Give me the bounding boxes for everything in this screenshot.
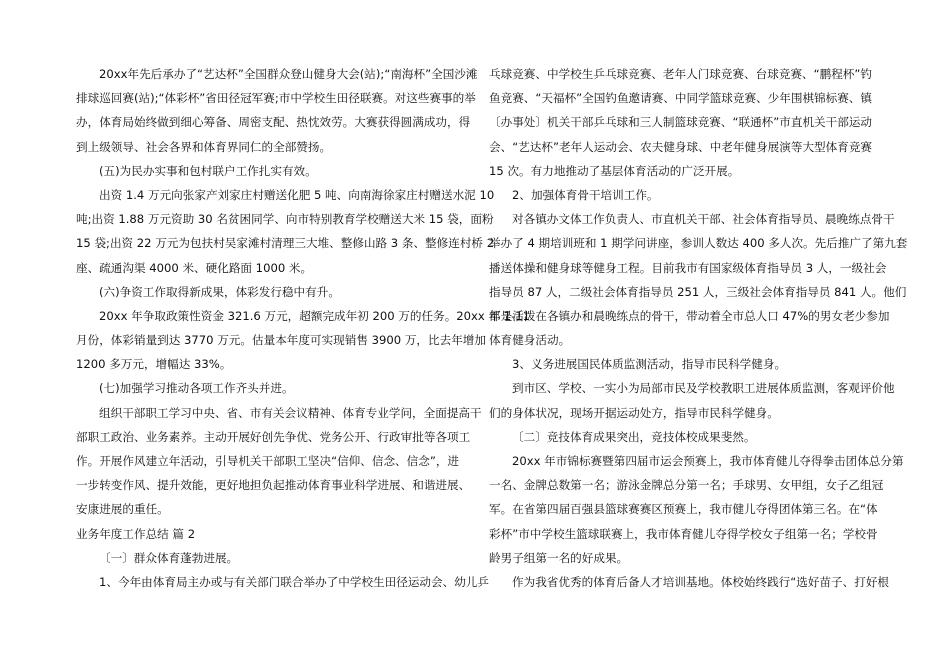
text-line: 彩杯”市中学校生篮球联赛上，我市体育健儿夺得学校女子组第一名；学校骨 [489,526,878,541]
text-line: 吨;出资 1.88 万元资助 30 名贫困同学、向市特别教育学校赠送大米 15 袋，面粉 [76,212,494,227]
text-line: 座、疏通沟渠 4000 米、硬化路面 1000 米。 [76,260,313,275]
right-column [489,62,908,594]
text-line: 20xx 年市锦标赛暨第四届市运会预赛上，我市体育健儿夺得拳击团体总分第 [512,454,904,468]
text-line: 举办了 4 期培训班和 1 期学问讲座，参训人数达 400 多人次。先后推广了第九套 [489,236,908,251]
text-line: (六)争资工作取得新成果，体彩发行稳中有升。 [99,284,340,299]
text-line: 出资 1.4 万元向张家产刘家庄村赠送化肥 5 吨、向南海徐家庄村赠送水泥 10 [99,187,495,202]
text-line: 乓球竞赛、中学校生乒乓球竞赛、老年人门球竞赛、台球竞赛、“鹏程杯”钓 [489,67,873,81]
text-line: 组织干部职工学习中央、省、市有关会议精神、体育专业学问，全面提高干 [99,405,482,420]
text-line: 1、今年由体育局主办或与有关部门联合举办了中学校生田径运动会、幼儿乒 [99,574,489,589]
text-line: (五)为民办实事和包村联户工作扎实有效。 [99,163,317,178]
text-line: 作。开展作风建立年活动，引导机关干部职工坚决“信仰、信念、信念”，进 [76,454,460,468]
text-line: 月份，体彩销量到达 3770 万元。估量本年度可实现销售 3900 万，比去年增加 [76,333,486,348]
text-line: 一步转变作风、提升效能，更好地担负起推动体育事业科学进展、和谐进展、 [76,478,471,493]
text-line: 3、义务进展国民体质监测活动，指导市民科学健身。 [512,357,787,372]
text-line: 办，体育局始终做到细心筹备、周密支配、热忱效劳。大赛获得圆满成功，得 [76,115,471,130]
text-line: 15 袋;出资 22 万元为包扶村吴家滩村清理三大堆、整修山路 3 条、整修连村桥 2 [76,236,495,251]
text-line: 20xx 年争取政策性资金 321.6 万元，超额完成年初 200 万的任务。20xx 年 1-11 [99,308,531,323]
text-line: 们的身体状况，现场开据运动处方，指导市民科学健身。 [489,405,779,420]
text-line: 一名、金牌总数第一名；游泳金牌总分第一名；手球男、女甲组，女子乙组冠 [489,478,884,493]
text-line: 作为我省优秀的体育后备人才培训基地。体校始终践行“选好苗子、打好根 [512,574,890,589]
text-line: 安康进展的重任。 [76,502,169,517]
text-line: 播送体操和健身球等健身工程。目前我市有国家级体育指导员 3 人，一级社会 [489,260,887,275]
text-line: 部职工政治、业务素养。主动开展好创先争优、党务公开、行政审批等各项工 [76,429,471,444]
text-line: 〔办事处〕机关干部乒乓球和三人制篮球竞赛、“联通杯”市直机关干部运动 [489,115,873,130]
text-line: 2、加强体育骨干培训工作。 [512,187,659,202]
text-line: 鱼竞赛、“天福杯”全国钓鱼邀请赛、中同学篮球竞赛、少年围棋锦标赛、镇 [489,91,873,106]
text-line: 对各镇办文体工作负责人、市直机关干部、社会体育指导员、晨晚练点骨干 [512,212,895,227]
text-line: 龄男子组第一名的好成果。 [489,550,629,565]
text-line: (七)加强学习推动各项工作齐头并进。 [99,381,294,396]
text-line: 1200 多万元，增幅达 33%。 [76,357,232,372]
text-line: 会、“艺达杯”老年人运动会、农夫健身球、中老年健身展演等大型体育竞赛 [489,139,873,154]
text-line: 15 次。有力地推动了基层体育活动的广泛开展。 [489,163,740,178]
text-line: 排球巡回赛(站);“体彩杯”省田径冠军赛;市中学校生田径联赛。对这些赛事的举 [76,91,476,106]
text-line: 都是活泼在各镇办和晨晚练点的骨干，带动着全市总人口 47%的男女老少参加 [489,308,890,323]
text-line: 到市区、学校、一实小为局部市民及学校教职工进展体质监测，客观评价他 [512,381,895,396]
text-line: 业务年度工作总结 篇 2 [76,526,196,541]
text-line: 〔二〕竞技体育成果突出，竞技体校成果斐然。 [512,429,756,444]
text-line: 20xx年先后承办了“艺达杯”全国群众登山健身大会(站);“南海杯”全国沙滩 [99,67,478,81]
text-line: 指导员 87 人，二级社会体育指导员 251 人，三级社会体育指导员 841 人。他们 [489,284,907,299]
text-line: 到上级领导、社会各界和体育界同仁的全部赞扬。 [76,139,332,154]
text-line: 军。在省第四届百强县篮球赛赛区预赛上，我市健儿夺得团体第三名。在“体 [489,502,878,517]
text-line: 〔一〕群众体育蓬勃进展。 [99,550,239,565]
text-line: 体育健身活动。 [489,333,571,348]
